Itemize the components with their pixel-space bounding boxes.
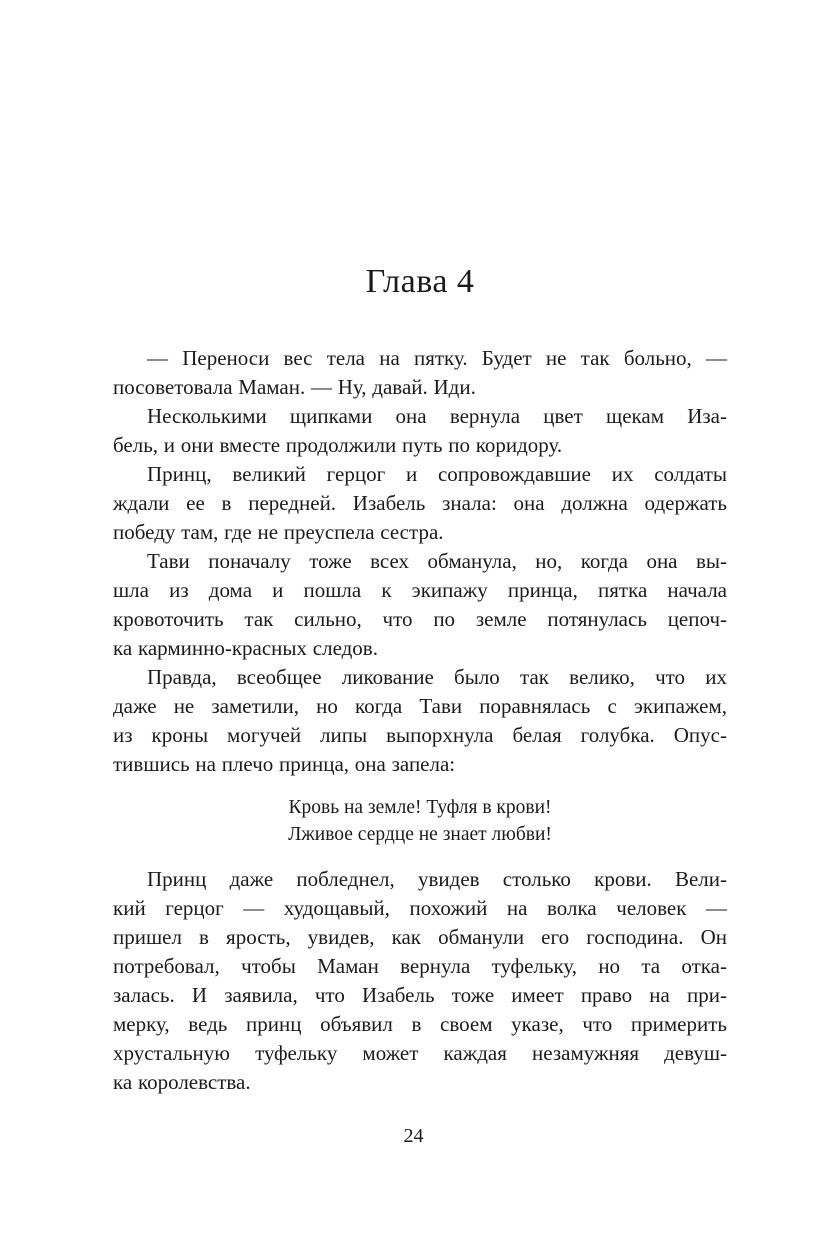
text-line: Тави поначалу тоже всех обманула, но, когда она вы- — [147, 549, 727, 573]
text-line: даже не заметили, но когда Тави поравнялась с экипажем, — [113, 694, 727, 718]
paragraph — [113, 547, 727, 663]
text-line: Лживое сердце не знает любви! — [288, 824, 552, 845]
text-line: Несколькими щипками она вернула цвет щекам Иза- — [147, 404, 727, 428]
text-line: кий герцог — худощавый, похожий на волка человек — — [113, 896, 727, 920]
text-line: шла из дома и пошла к экипажу принца, пятка начала — [113, 578, 727, 602]
text-line: Принц, великий герцог и сопровождавшие их солдаты — [147, 462, 727, 486]
text-line: победу там, где не преуспела сестра. — [113, 520, 444, 544]
text-line: Кровь на земле! Туфля в крови! — [288, 797, 552, 818]
paragraph — [113, 460, 727, 547]
text-line: ка карминно-красных следов. — [113, 636, 378, 660]
text-line: посоветовала Маман. — Ну, давай. Иди. — [113, 375, 476, 399]
text-line: ждали ее в передней. Изабель знала: она должна одержать — [113, 491, 727, 515]
paragraph — [113, 402, 727, 460]
verse-block — [113, 794, 727, 848]
text-line: Правда, всеобщее ликование было так велико, что их — [147, 665, 727, 689]
text-block — [113, 344, 727, 1097]
text-line: тившись на плечо принца, она запела: — [113, 752, 456, 776]
text-line: из кроны могучей липы выпорхнула белая голубка. Опус- — [113, 723, 727, 747]
text-line: мерку, ведь принц объявил в своем указе, что примерить — [113, 1012, 727, 1036]
text-line: Принц даже побледнел, увидев столько крови. Вели- — [147, 867, 727, 891]
paragraph — [113, 865, 727, 1097]
chapter-title: Глава 4 — [365, 263, 475, 300]
paragraph — [113, 663, 727, 779]
page-number: 24 — [403, 1125, 424, 1147]
paragraph — [113, 344, 727, 402]
text-line: ка королевства. — [113, 1070, 251, 1094]
text-line: — Переноси вес тела на пятку. Будет не так больно, — — [147, 346, 727, 370]
text-line: бель, и они вместе продолжили путь по коридору. — [113, 433, 563, 457]
text-line: потребовал, чтобы Маман вернула туфельку, но та отка- — [113, 954, 727, 978]
text-line: залась. И заявила, что Изабель тоже имеет право на при- — [113, 983, 727, 1007]
text-line: пришел в ярость, увидев, как обманули его господина. Он — [113, 925, 727, 949]
text-line: кровоточить так сильно, что по земле потянулась цепоч- — [113, 607, 727, 631]
text-line: хрустальную туфельку может каждая незамужняя девуш- — [113, 1041, 727, 1065]
